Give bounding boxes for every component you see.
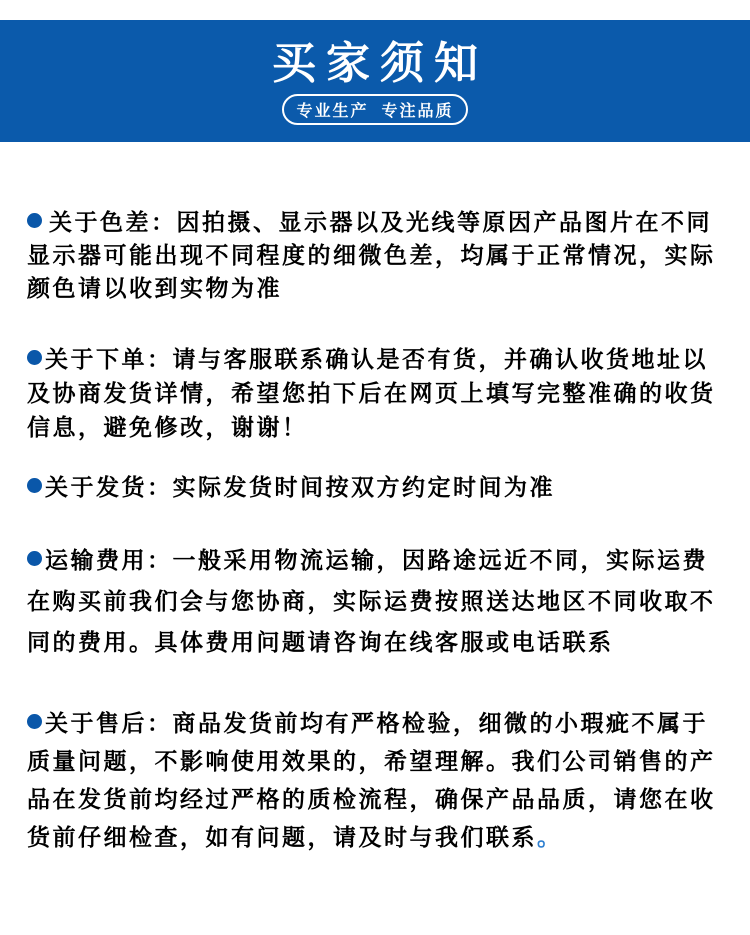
notice-text: 关于发货：实际发货时间按双方约定时间为准: [45, 474, 555, 500]
notice-shipping-time: [27, 471, 723, 504]
notice-color-difference: [27, 206, 723, 305]
bullet-dot-icon: [27, 478, 42, 493]
tagline-pill: [282, 94, 468, 125]
bullet-dot-icon: [27, 714, 42, 729]
notice-ending-period: 。: [537, 824, 563, 850]
bullet-dot-icon: [27, 213, 42, 228]
bullet-dot-icon: [27, 350, 42, 365]
bullet-dot-icon: [27, 551, 42, 566]
page-title: 买家须知: [272, 39, 488, 88]
tagline-text: 专业生产 专注品质: [296, 103, 454, 120]
notice-ordering: [27, 342, 723, 444]
notice-text: 关于售后：商品发货前均有严格检验，细微的小瑕疵不属于质量问题，不影响使用效果的，希望理解。我们公司销售的产品在发货前均经过严格的质检流程，确保产品品质，请您在收货前仔细检查，如有问题，请及时与我们联系: [27, 710, 716, 850]
notice-shipping-fee: [27, 540, 723, 663]
notice-text: 关于色差：因拍摄、显示器以及光线等原因产品图片在不同显示器可能出现不同程度的细微色差，均属于正常情况，实际颜色请以收到实物为准: [27, 209, 716, 301]
notice-text: 运输费用：一般采用物流运输，因路途远近不同，实际运费在购买前我们会与您协商，实际运费按照送达地区不同收取不同的费用。具体费用问题请咨询在线客服或电话联系: [27, 547, 716, 655]
notice-after-sales: [27, 704, 723, 856]
header-banner: [0, 20, 750, 142]
notice-text: 关于下单：请与客服联系确认是否有货，并确认收货地址以及协商发货详情，希望您拍下后在网页上填写完整准确的收货信息，避免修改，谢谢！: [27, 346, 716, 440]
